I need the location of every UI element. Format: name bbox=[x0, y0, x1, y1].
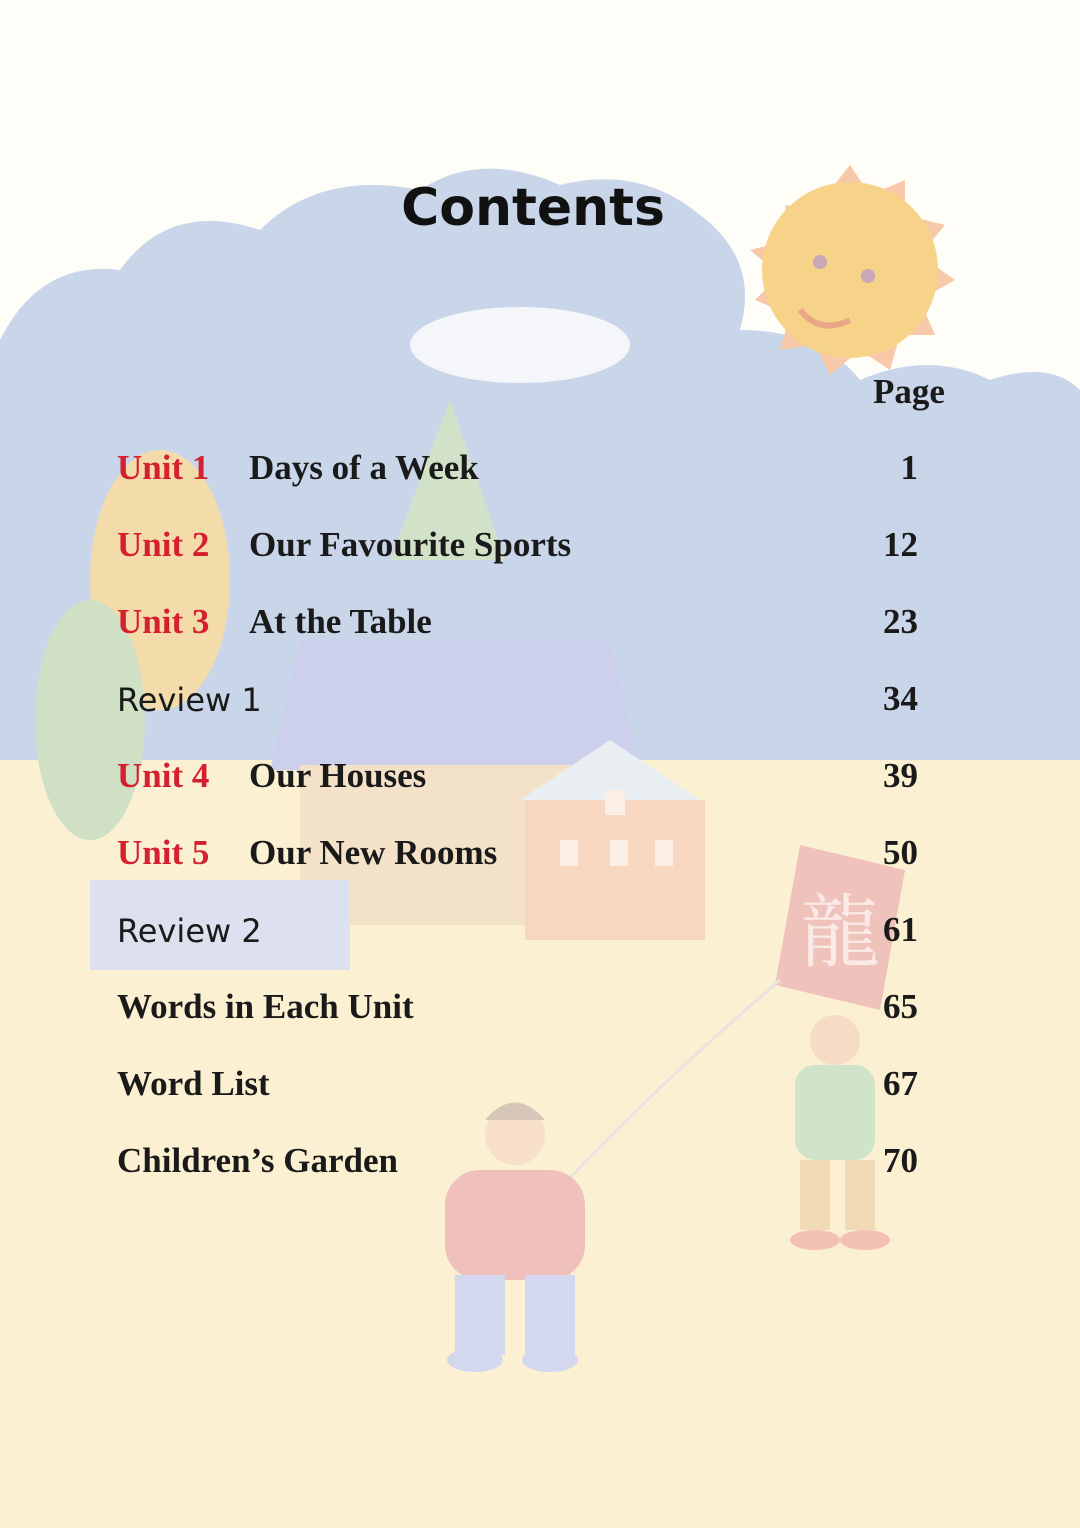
section-title: Children’s Garden bbox=[117, 1141, 399, 1180]
unit-label: Unit 3 bbox=[117, 602, 210, 641]
unit-title: At the Table bbox=[249, 602, 432, 641]
page-column-header: Page bbox=[873, 372, 945, 411]
svg-text:龍: 龍 bbox=[800, 886, 880, 979]
unit-label: Unit 1 bbox=[117, 448, 210, 487]
page-number: 67 bbox=[883, 1064, 918, 1103]
page-number: 70 bbox=[883, 1141, 918, 1180]
unit-title: Our Favourite Sports bbox=[249, 525, 572, 564]
page-number: 34 bbox=[883, 679, 918, 718]
toc-entry-unit-1[interactable] bbox=[0, 448, 1080, 498]
page-number: 39 bbox=[883, 756, 918, 795]
page-number: 65 bbox=[883, 987, 918, 1026]
toc-entry-words-in-each-unit[interactable] bbox=[0, 987, 1080, 1037]
page-number: 50 bbox=[883, 833, 918, 872]
page-number: 61 bbox=[883, 910, 918, 949]
toc-entry-review-1[interactable] bbox=[0, 679, 1080, 729]
toc-entry-unit-5[interactable] bbox=[0, 833, 1080, 883]
unit-title: Days of a Week bbox=[249, 448, 479, 487]
page-number: 1 bbox=[900, 448, 918, 487]
section-title: Words in Each Unit bbox=[117, 987, 414, 1026]
page-number: 12 bbox=[883, 525, 918, 564]
unit-title: Our Houses bbox=[249, 756, 427, 795]
unit-label: Unit 4 bbox=[117, 756, 210, 795]
toc-entry-word-list[interactable] bbox=[0, 1064, 1080, 1114]
unit-label: Unit 2 bbox=[117, 525, 210, 564]
toc-entry-unit-4[interactable] bbox=[0, 756, 1080, 806]
toc-entry-childrens-garden[interactable] bbox=[0, 1141, 1080, 1191]
review-label: Review 1 bbox=[117, 681, 262, 719]
page-title: Contents bbox=[401, 178, 665, 238]
toc-entry-review-2[interactable] bbox=[0, 910, 1080, 960]
toc-entry-unit-3[interactable] bbox=[0, 602, 1080, 652]
review-label: Review 2 bbox=[117, 912, 262, 950]
unit-label: Unit 5 bbox=[117, 833, 210, 872]
unit-title: Our New Rooms bbox=[249, 833, 498, 872]
section-title: Word List bbox=[117, 1064, 270, 1103]
toc-entry-unit-2[interactable] bbox=[0, 525, 1080, 575]
page-number: 23 bbox=[883, 602, 918, 641]
